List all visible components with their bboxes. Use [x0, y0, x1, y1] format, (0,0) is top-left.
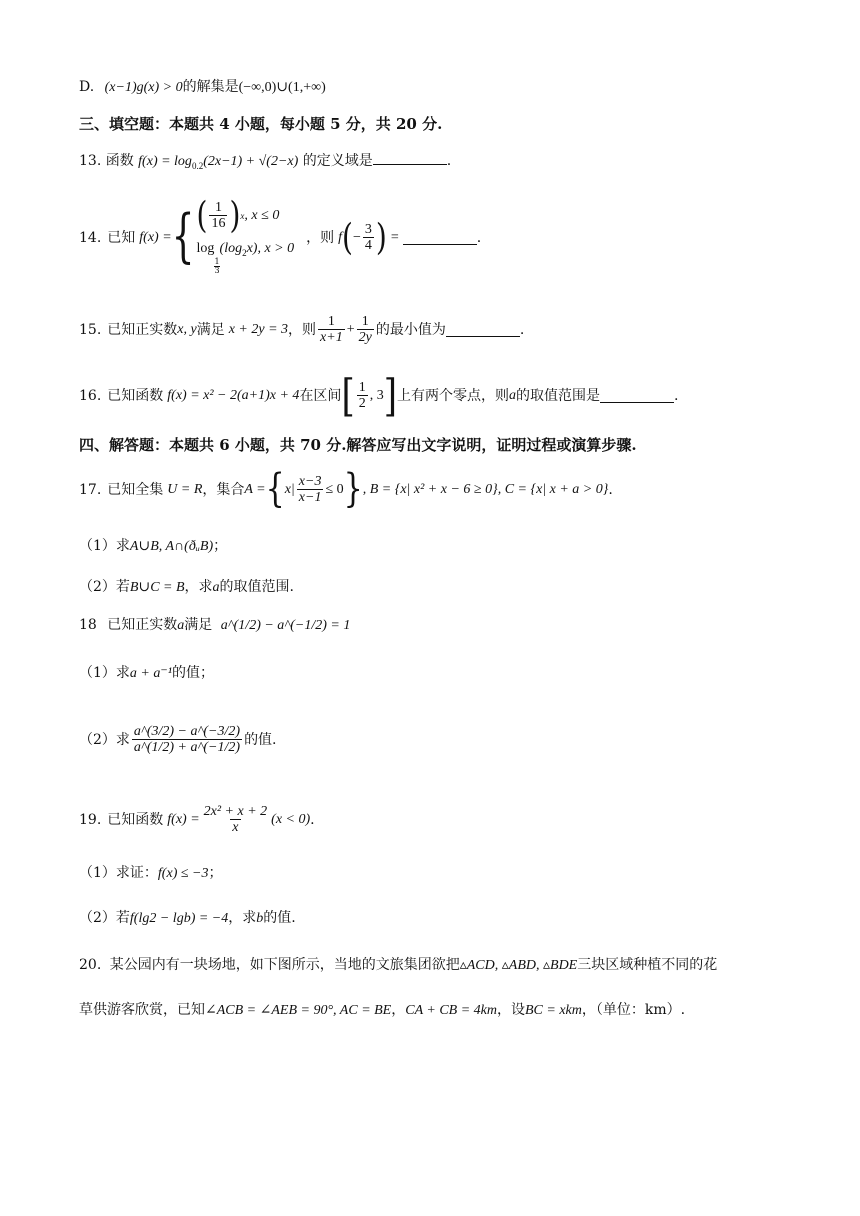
case-condition: , x ≤ 0	[244, 208, 280, 223]
question-text: 上有两个零点，则	[396, 388, 509, 404]
question-text: 的值.	[244, 732, 277, 748]
question-text: 的取值范围.	[219, 579, 294, 595]
question-19-part-1	[79, 866, 222, 881]
interval-end: , 3	[369, 388, 384, 403]
function-lhs: f(x) =	[167, 812, 200, 827]
question-number: 17.	[79, 482, 102, 498]
period: .	[673, 388, 679, 404]
piecewise-brace: {	[171, 204, 195, 270]
period: .	[519, 322, 525, 338]
section-3-header: 三、填空题：本题共 4 小题，每小题 5 分，共 20 分.	[79, 115, 443, 133]
fraction-denominator: 2	[358, 396, 366, 411]
fraction-denominator: x	[232, 820, 239, 835]
fraction-numerator: a^(3/2) − a^(−3/2)	[133, 724, 241, 739]
question-number: 19.	[79, 812, 102, 828]
sets-b-c: , B = {x| x² + x − 6 ≥ 0}, C = {x| x + a > 0}	[362, 482, 609, 497]
punctuation: ；	[208, 865, 223, 881]
question-text: 已知正实数	[107, 322, 178, 338]
option-expression: (x−1)g(x) > 0	[104, 80, 183, 95]
variable: a	[177, 618, 185, 633]
question-18	[79, 618, 350, 633]
universal-set: U = R	[167, 482, 203, 497]
question-20-line-2	[79, 1003, 685, 1018]
equals: =	[390, 230, 399, 245]
math-expression: x), x > 0	[246, 241, 295, 256]
variables: x, y	[177, 322, 197, 337]
fraction-denominator: 3	[214, 266, 220, 275]
condition: ∠ACB = ∠AEB = 90°, AC = BE	[205, 1003, 392, 1018]
log-base-fraction	[214, 258, 219, 275]
condition: a^(1/2) − a^(−1/2) = 1	[220, 618, 351, 633]
piecewise-cases	[196, 193, 295, 275]
punctuation: ，	[391, 1002, 406, 1018]
log-base: 0.2	[191, 161, 204, 171]
question-14: 14. 已知 f(x) = { ( $\frac{1}{16}$ ) x , x ≤ 0 log $\frac{1}{3}$ $(\log_2x)$, x > 0 ，则 f ( − $\frac{3}{4}$ ) = .	[79, 193, 482, 275]
variable-definition: BC = xkm	[525, 1003, 582, 1018]
fraction-denominator: 2y	[358, 330, 372, 345]
question-text: 某公园内有一块场地，如下图所示，当地的文旅集团欲把	[109, 957, 460, 973]
variable: b	[256, 911, 264, 926]
question-18-part-1	[79, 666, 214, 681]
fraction-numerator: 1	[214, 200, 222, 215]
question-17-part-2	[79, 580, 294, 595]
question-text: 三块区域种植不同的花	[577, 957, 718, 973]
question-17: 17. 已知全集 U = R ，集合 A = { x| $\frac{x-3}{x-1}$ ≤ 0 } , B = {x| x² + x − 6 ≥ 0}, C = {x| x + a > 0} .	[79, 466, 613, 513]
part-label: （2）若	[79, 910, 130, 926]
question-number: 16.	[79, 388, 102, 404]
option-d	[79, 80, 326, 95]
question-text: 的取值范围是	[515, 388, 600, 404]
function-definition: f(x) = x² − 2(a+1)x + 4	[167, 388, 300, 403]
part-label: （2）若	[79, 579, 130, 595]
question-number: 13.	[79, 153, 102, 169]
question-text: 的值.	[263, 910, 296, 926]
question-number: 18	[79, 617, 97, 633]
exponent: x	[240, 210, 245, 221]
period: .	[608, 482, 613, 498]
question-text: 函数	[105, 153, 134, 169]
math-expression: (log	[219, 241, 243, 256]
question-text: 的最小值为	[375, 322, 446, 338]
question-text: 已知函数	[107, 812, 164, 828]
question-text: 已知正实数	[107, 617, 178, 633]
punctuation: ；	[213, 538, 228, 554]
section-4-header: 四、解答题：本题共 6 小题，共 70 分.解答应写出文字说明，证明过程或演算步骤.	[79, 436, 637, 454]
fraction-numerator: 3	[364, 222, 372, 237]
question-text: 已知函数	[107, 388, 164, 404]
question-text: 满足	[196, 322, 225, 338]
question-19	[79, 800, 315, 840]
math-expression: f(x) = log	[138, 154, 192, 169]
question-text: 已知全集	[107, 482, 164, 498]
case-1: ( $\frac{1}{16}$ ) x , x ≤ 0	[196, 193, 280, 237]
math-expression: f(x) ≤ −3	[157, 866, 209, 881]
triangles: ▵ACD, ▵ABD, ▵BDE	[459, 958, 578, 973]
answer-blank	[373, 152, 447, 165]
domain-condition: (x < 0)	[271, 812, 311, 827]
plus-sign: +	[346, 322, 355, 337]
question-text: 草供游客欣赏，已知	[79, 1002, 205, 1018]
fraction-denominator: x−1	[298, 490, 322, 505]
fraction-numerator: 2x² + x + 2	[203, 804, 268, 819]
fraction-numerator: 1	[358, 380, 366, 395]
question-number: 20.	[79, 957, 102, 973]
math-expression: B∪C = B	[129, 580, 185, 595]
question-text: ，则	[288, 322, 317, 338]
question-text: ，则	[306, 230, 335, 246]
fraction-numerator: 1	[214, 257, 220, 266]
part-label: （1）求	[79, 665, 130, 681]
question-19-part-2	[79, 911, 296, 926]
part-label: （2）求	[79, 732, 130, 748]
question-13	[79, 152, 451, 171]
answer-blank	[446, 324, 520, 337]
question-text: ，求	[228, 910, 257, 926]
period: .	[310, 812, 315, 828]
question-20-line-1	[79, 958, 717, 973]
question-16: 16. 已知函数 f(x) = x² − 2(a+1)x + 4 在区间 [ $\frac{1}{2}$ , 3 ] 上有两个零点，则 a 的取值范围是 .	[79, 370, 679, 422]
option-text: 的解集是	[182, 79, 239, 95]
variable: a	[508, 388, 516, 403]
fraction-numerator: 1	[327, 314, 335, 329]
log: log	[196, 241, 215, 256]
condition: x + 2y = 3	[228, 322, 289, 337]
fraction-numerator: x−3	[298, 474, 322, 489]
log-base: 2	[242, 248, 247, 258]
case-2	[197, 241, 295, 275]
variable: a	[212, 580, 220, 595]
question-text: ，设	[497, 1002, 525, 1018]
fraction-numerator: 1	[361, 314, 369, 329]
part-label: （1）求证：	[79, 865, 158, 881]
question-15	[79, 308, 524, 352]
function-lhs: f(x) =	[139, 230, 172, 245]
inequality: ≤ 0	[325, 482, 344, 497]
fraction-denominator: a^(1/2) + a^(−1/2)	[133, 740, 241, 755]
fraction-denominator: x+1	[320, 330, 343, 345]
option-result: (−∞,0)∪(1,+∞)	[238, 80, 326, 95]
period: .	[476, 230, 482, 246]
condition: CA + CB = 4km	[405, 1003, 497, 1018]
answer-blank	[600, 390, 674, 403]
option-label: D.	[79, 79, 95, 95]
question-number: 15.	[79, 322, 102, 338]
math-expression: f(lg2 − lgb) = −4	[129, 911, 229, 926]
question-text: 的值；	[171, 665, 214, 681]
math-expression: a + a⁻¹	[129, 666, 172, 681]
question-text: ，集合	[202, 482, 245, 498]
answer-blank	[403, 232, 477, 245]
set-a-label: A =	[244, 482, 266, 497]
question-text: 在区间	[299, 388, 342, 404]
period: .	[446, 153, 452, 169]
question-number: 14.	[79, 230, 102, 246]
question-18-part-2	[79, 712, 277, 768]
function-name: f	[338, 230, 343, 245]
unit-note: ，（单位：km）.	[581, 1002, 686, 1018]
part-label: （1）求	[79, 538, 130, 554]
question-text: 已知	[107, 230, 136, 246]
question-text: 满足	[184, 617, 213, 633]
question-17-part-1	[79, 539, 227, 554]
math-expression: A∪B, A∩(ðᵤB)	[129, 539, 214, 554]
question-text: 的定义域是	[302, 153, 373, 169]
fraction-denominator: 4	[364, 238, 372, 253]
question-text: ，求	[184, 579, 213, 595]
math-expression: (2x−1) + √(2−x)	[203, 154, 299, 169]
fraction-denominator: 16	[211, 216, 226, 231]
